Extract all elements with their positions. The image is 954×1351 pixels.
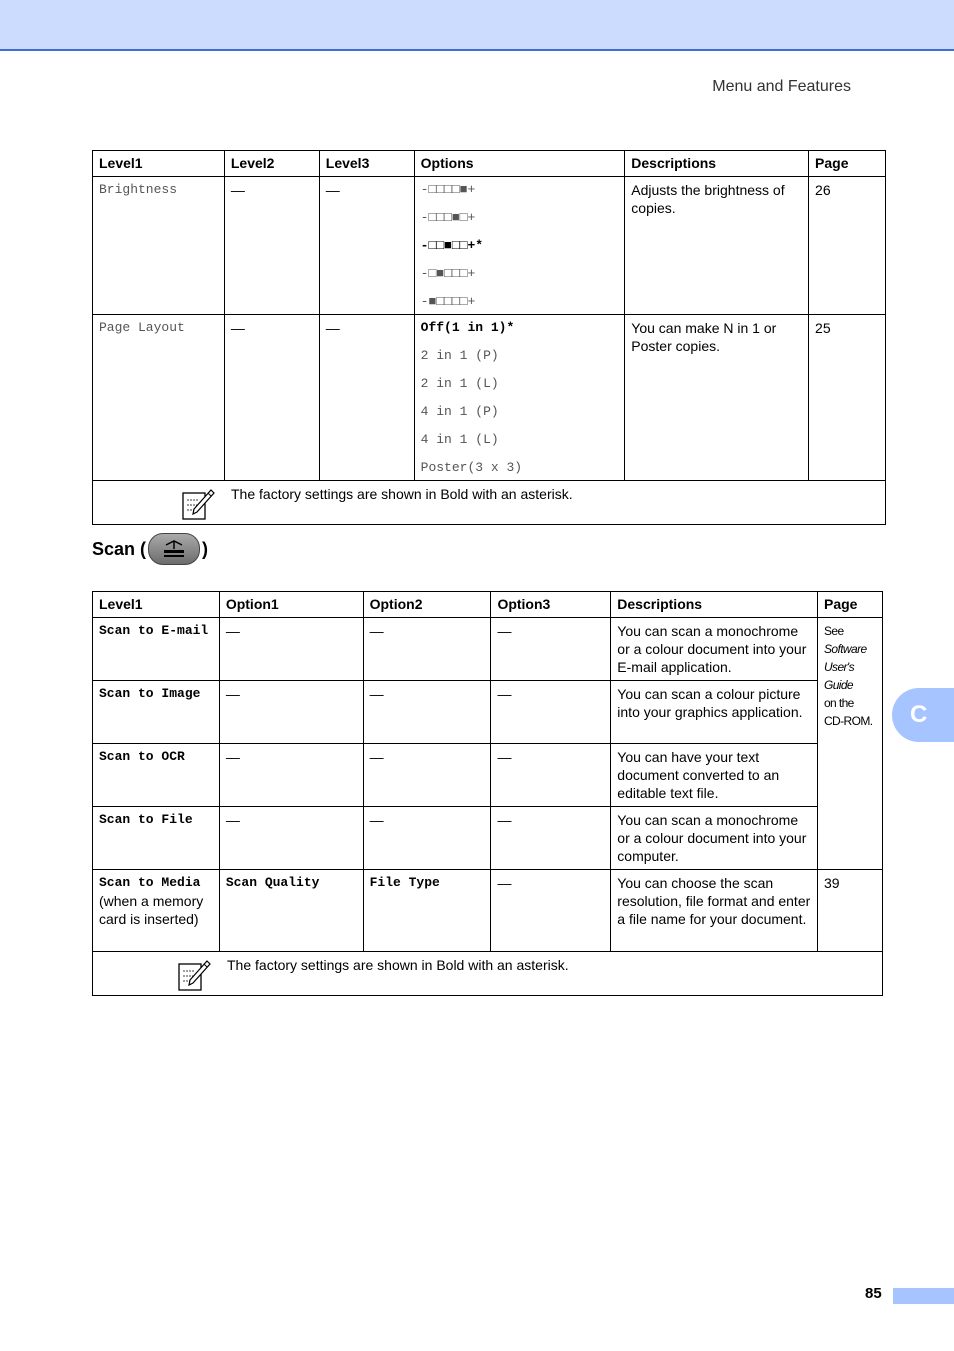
row-description: Adjusts the brightness of copies.: [625, 177, 809, 315]
table-row: [93, 618, 883, 681]
header-page: Page: [817, 592, 882, 618]
header-level3: Level3: [319, 151, 414, 177]
page-number: 85: [865, 1285, 882, 1302]
row-level1: Brightness: [93, 177, 225, 315]
chapter-tab: C: [892, 688, 954, 742]
option-item: -□□□■□+: [420, 210, 476, 225]
note-text: The factory settings are shown in Bold with an asterisk.: [227, 957, 569, 973]
option-item: 2 in 1 (L): [420, 376, 499, 391]
table-row: [93, 315, 886, 481]
note-pencil-icon: [177, 959, 211, 996]
option-item: -□□□□■+: [420, 182, 476, 197]
table-header-row: [93, 151, 886, 177]
scan-icon: [162, 539, 186, 559]
row-option2: —: [363, 618, 491, 681]
row-level1: Scan to Image: [93, 681, 220, 744]
row-option1: —: [219, 744, 363, 807]
row-options: [414, 177, 625, 315]
row-level1: Scan to File: [93, 807, 220, 870]
note-cell: [93, 481, 886, 525]
option-item-default: Off(1 in 1)*: [420, 320, 515, 335]
page-number-bar: [893, 1288, 954, 1304]
row-level1-name: Scan to Media: [99, 875, 201, 890]
top-band: [0, 0, 954, 51]
row-option3: —: [491, 618, 611, 681]
row-option3: —: [491, 807, 611, 870]
option-item: 2 in 1 (P): [420, 348, 499, 363]
row-option2: File Type: [363, 870, 491, 952]
row-level1: Scan to E-mail: [93, 618, 220, 681]
page-ref-line: User's: [823, 660, 855, 674]
note-pencil-icon: [181, 488, 215, 525]
row-option1: Scan Quality: [219, 870, 363, 952]
header-level1: Level1: [93, 592, 220, 618]
row-option1: —: [219, 681, 363, 744]
table-row: [93, 870, 883, 952]
row-level2: —: [224, 315, 319, 481]
table-header-row: [93, 592, 883, 618]
option-item: -□■□□□+: [420, 266, 476, 281]
row-level1: Page Layout: [93, 315, 225, 481]
row-option2: —: [363, 681, 491, 744]
row-level1: Scan to OCR: [93, 744, 220, 807]
header-level1: Level1: [93, 151, 225, 177]
page-ref-line: on the: [823, 696, 854, 710]
row-description: You can have your text document converted to an editable text file.: [611, 744, 818, 807]
row-description: You can scan a monochrome or a colour document into your E-mail application.: [611, 618, 818, 681]
row-description: You can scan a colour picture into your graphics application.: [611, 681, 818, 744]
table-row: [93, 177, 886, 315]
option-item-default: -□□■□□+*: [420, 238, 484, 253]
running-header: Menu and Features: [712, 78, 851, 95]
note-text: The factory settings are shown in Bold with an asterisk.: [231, 486, 573, 502]
option-item: Poster(3 x 3): [420, 460, 523, 475]
row-option3: —: [491, 681, 611, 744]
option-item: 4 in 1 (P): [420, 404, 499, 419]
row-level1-note: (when a memory card is inserted): [99, 893, 204, 927]
table-row: [93, 744, 883, 807]
row-page: 39: [817, 870, 882, 952]
shared-page-reference: [817, 618, 882, 870]
header-descriptions: Descriptions: [611, 592, 818, 618]
row-option3: —: [491, 744, 611, 807]
header-descriptions: Descriptions: [625, 151, 809, 177]
row-description: You can scan a monochrome or a colour document into your computer.: [611, 807, 818, 870]
note-cell: [93, 952, 883, 996]
scan-settings-table: [92, 591, 883, 996]
row-page: 25: [809, 315, 886, 481]
row-options: [414, 315, 625, 481]
scan-button-icon: [148, 533, 200, 565]
row-option1: —: [219, 807, 363, 870]
row-level3: —: [319, 315, 414, 481]
header-option1: Option1: [219, 592, 363, 618]
page-ref-line: Software: [823, 642, 867, 656]
page-ref-line: See: [823, 624, 844, 638]
row-option2: —: [363, 807, 491, 870]
row-description: You can choose the scan resolution, file format and enter a file name for your document.: [611, 870, 818, 952]
row-description: You can make N in 1 or Poster copies.: [625, 315, 809, 481]
section-title-text: Scan (: [92, 538, 147, 559]
table-row: [93, 807, 883, 870]
header-option2: Option2: [363, 592, 491, 618]
row-level1: [93, 870, 220, 952]
note-row: [93, 952, 883, 996]
header-level2: Level2: [224, 151, 319, 177]
row-option1: —: [219, 618, 363, 681]
row-option2: —: [363, 744, 491, 807]
row-level3: —: [319, 177, 414, 315]
row-page: 26: [809, 177, 886, 315]
note-row: [93, 481, 886, 525]
section-title-scan: [92, 533, 208, 565]
page-ref-line: CD-ROM.: [823, 714, 873, 728]
header-options: Options: [414, 151, 625, 177]
option-item: -■□□□□+: [420, 294, 476, 309]
page-ref-line: Guide: [823, 678, 854, 692]
copy-settings-table: [92, 150, 886, 525]
table-row: [93, 681, 883, 744]
row-level2: —: [224, 177, 319, 315]
header-page: Page: [809, 151, 886, 177]
row-option3: —: [491, 870, 611, 952]
header-option3: Option3: [491, 592, 611, 618]
section-title-suffix: ): [202, 538, 209, 559]
option-item: 4 in 1 (L): [420, 432, 499, 447]
